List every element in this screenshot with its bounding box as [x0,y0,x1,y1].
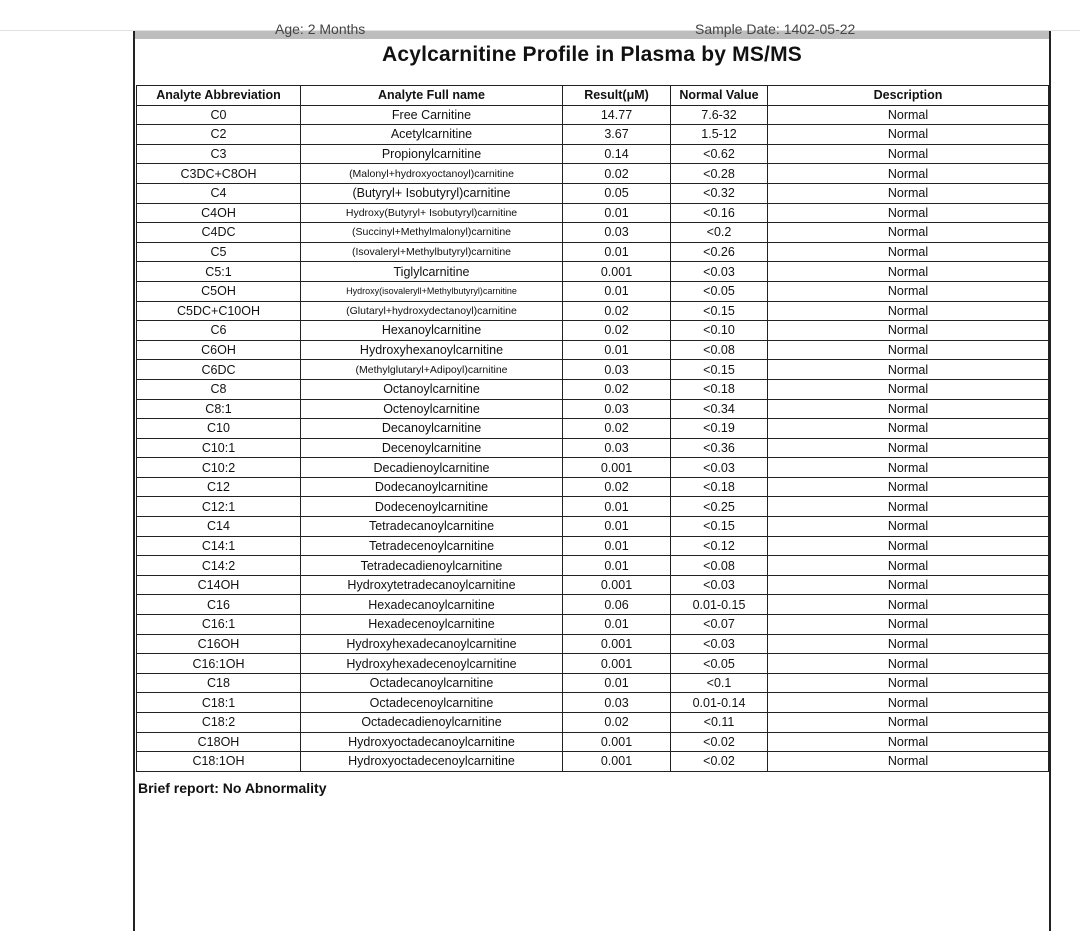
analyte-abbreviation: C12:1 [137,497,301,517]
analyte-abbreviation: C8 [137,379,301,399]
table-row [137,340,1049,360]
analyte-full-name: Octanoylcarnitine [301,379,563,399]
result-value: 0.02 [563,419,671,439]
description: Normal [768,242,1049,262]
normal-value: <0.03 [671,634,768,654]
description: Normal [768,321,1049,341]
analyte-abbreviation: C10 [137,419,301,439]
description: Normal [768,654,1049,674]
result-value: 0.02 [563,301,671,321]
normal-value: <0.02 [671,732,768,752]
analyte-full-name: Hydroxyoctadecenoylcarnitine [301,752,563,772]
table-row [137,556,1049,576]
analyte-full-name: Acetylcarnitine [301,125,563,145]
table-row [137,536,1049,556]
table-row [137,634,1049,654]
analyte-abbreviation: C4OH [137,203,301,223]
analyte-full-name: Dodecenoylcarnitine [301,497,563,517]
normal-value: <0.34 [671,399,768,419]
report-page [133,21,1051,931]
description: Normal [768,164,1049,184]
description: Normal [768,713,1049,733]
result-value: 0.001 [563,634,671,654]
result-value: 0.03 [563,693,671,713]
normal-value: <0.11 [671,713,768,733]
result-value: 0.02 [563,164,671,184]
description: Normal [768,360,1049,380]
table-row [137,203,1049,223]
analyte-abbreviation: C3DC+C8OH [137,164,301,184]
result-value: 0.01 [563,281,671,301]
table-row [137,713,1049,733]
analyte-abbreviation: C14:2 [137,556,301,576]
table-row [137,125,1049,145]
analyte-full-name: Hydroxyhexadecanoylcarnitine [301,634,563,654]
analyte-abbreviation: C4 [137,183,301,203]
analyte-abbreviation: C6DC [137,360,301,380]
analyte-abbreviation: C18 [137,673,301,693]
result-value: 0.03 [563,399,671,419]
normal-value: <0.2 [671,223,768,243]
normal-value: <0.08 [671,556,768,576]
table-row [137,262,1049,282]
normal-value: <0.19 [671,419,768,439]
analyte-full-name: Hydroxyhexadecenoylcarnitine [301,654,563,674]
description: Normal [768,105,1049,125]
analyte-full-name: Tetradecenoylcarnitine [301,536,563,556]
description: Normal [768,379,1049,399]
analyte-abbreviation: C16:1 [137,615,301,635]
table-row [137,144,1049,164]
normal-value: <0.15 [671,301,768,321]
table-row [137,379,1049,399]
analyte-full-name: (Butyryl+ Isobutyryl)carnitine [301,183,563,203]
analyte-full-name: Tiglylcarnitine [301,262,563,282]
analyte-full-name: Dodecanoylcarnitine [301,477,563,497]
description: Normal [768,615,1049,635]
analyte-full-name: (Malonyl+hydroxyoctanoyl)carnitine [301,164,563,184]
description: Normal [768,477,1049,497]
description: Normal [768,419,1049,439]
result-value: 0.06 [563,595,671,615]
table-row [137,673,1049,693]
description: Normal [768,399,1049,419]
description: Normal [768,517,1049,537]
table-row [137,242,1049,262]
analyte-abbreviation: C12 [137,477,301,497]
normal-value: <0.03 [671,575,768,595]
table-row [137,301,1049,321]
analyte-abbreviation: C5 [137,242,301,262]
normal-value: <0.62 [671,144,768,164]
analyte-full-name: Tetradecadienoylcarnitine [301,556,563,576]
acylcarnitine-table [136,85,1049,772]
table-row [137,321,1049,341]
normal-value: 0.01-0.15 [671,595,768,615]
description: Normal [768,340,1049,360]
col-header-description: Description [768,86,1049,106]
result-value: 0.03 [563,360,671,380]
analyte-full-name: (Methylglutaryl+Adipoyl)carnitine [301,360,563,380]
result-value: 0.01 [563,497,671,517]
analyte-abbreviation: C4DC [137,223,301,243]
analyte-abbreviation: C16 [137,595,301,615]
normal-value: <0.25 [671,497,768,517]
result-value: 0.01 [563,203,671,223]
normal-value: <0.36 [671,438,768,458]
description: Normal [768,575,1049,595]
table-row [137,575,1049,595]
col-header-abbreviation: Analyte Abbreviation [137,86,301,106]
description: Normal [768,634,1049,654]
normal-value: <0.18 [671,379,768,399]
table-row [137,693,1049,713]
normal-value: <0.18 [671,477,768,497]
analyte-full-name: Octadecanoylcarnitine [301,673,563,693]
description: Normal [768,752,1049,772]
table-row [137,438,1049,458]
analyte-full-name: Octadecenoylcarnitine [301,693,563,713]
description: Normal [768,144,1049,164]
table-row [137,281,1049,301]
analyte-abbreviation: C2 [137,125,301,145]
normal-value: 1.5-12 [671,125,768,145]
normal-value: <0.1 [671,673,768,693]
description: Normal [768,732,1049,752]
analyte-full-name: Hydroxytetradecanoylcarnitine [301,575,563,595]
analyte-abbreviation: C16OH [137,634,301,654]
analyte-abbreviation: C18:1 [137,693,301,713]
result-value: 0.01 [563,615,671,635]
normal-value: <0.15 [671,360,768,380]
analyte-abbreviation: C10:2 [137,458,301,478]
analyte-abbreviation: C5:1 [137,262,301,282]
table-row [137,419,1049,439]
normal-value: <0.32 [671,183,768,203]
result-value: 0.01 [563,673,671,693]
table-row [137,615,1049,635]
table-row [137,105,1049,125]
description: Normal [768,536,1049,556]
analyte-abbreviation: C14OH [137,575,301,595]
table-header-row [137,86,1049,106]
analyte-abbreviation: C18:1OH [137,752,301,772]
table-row [137,497,1049,517]
analyte-abbreviation: C14 [137,517,301,537]
analyte-full-name: Hydroxyoctadecanoylcarnitine [301,732,563,752]
result-value: 0.001 [563,262,671,282]
analyte-full-name: Octenoylcarnitine [301,399,563,419]
table-row [137,517,1049,537]
analyte-abbreviation: C10:1 [137,438,301,458]
normal-value: <0.07 [671,615,768,635]
normal-value: <0.12 [671,536,768,556]
analyte-abbreviation: C5DC+C10OH [137,301,301,321]
patient-info-strip [135,21,1049,39]
table-row [137,360,1049,380]
result-value: 0.14 [563,144,671,164]
analyte-abbreviation: C5OH [137,281,301,301]
analyte-abbreviation: C6OH [137,340,301,360]
analyte-full-name: Propionylcarnitine [301,144,563,164]
analyte-full-name: Decadienoylcarnitine [301,458,563,478]
description: Normal [768,458,1049,478]
result-value: 14.77 [563,105,671,125]
analyte-full-name: Hydroxy(Butyryl+ Isobutyryl)carnitine [301,203,563,223]
analyte-abbreviation: C14:1 [137,536,301,556]
table-row [137,223,1049,243]
result-value: 0.001 [563,752,671,772]
normal-value: <0.15 [671,517,768,537]
analyte-abbreviation: C18OH [137,732,301,752]
result-value: 3.67 [563,125,671,145]
result-value: 0.05 [563,183,671,203]
analyte-abbreviation: C8:1 [137,399,301,419]
analyte-abbreviation: C6 [137,321,301,341]
normal-value: <0.05 [671,281,768,301]
normal-value: <0.10 [671,321,768,341]
normal-value: <0.08 [671,340,768,360]
description: Normal [768,183,1049,203]
result-value: 0.01 [563,340,671,360]
description: Normal [768,223,1049,243]
analyte-full-name: Hexanoylcarnitine [301,321,563,341]
description: Normal [768,203,1049,223]
normal-value: <0.28 [671,164,768,184]
normal-value: <0.02 [671,752,768,772]
analyte-full-name: Hexadecanoylcarnitine [301,595,563,615]
description: Normal [768,673,1049,693]
normal-value: <0.03 [671,458,768,478]
normal-value: 7.6-32 [671,105,768,125]
table-row [137,399,1049,419]
col-header-result: Result(μM) [563,86,671,106]
table-row [137,477,1049,497]
analyte-full-name: Hydroxy(isovaleryll+Methylbutyryl)carnitine [301,281,563,301]
result-value: 0.02 [563,379,671,399]
analyte-full-name: Decenoylcarnitine [301,438,563,458]
description: Normal [768,556,1049,576]
table-body [137,105,1049,771]
description: Normal [768,497,1049,517]
analyte-full-name: (Isovaleryl+Methylbutyryl)carnitine [301,242,563,262]
viewer-top-bar [0,0,1080,31]
result-value: 0.03 [563,223,671,243]
analyte-full-name: (Glutaryl+hydroxydectanoyl)carnitine [301,301,563,321]
sample-date-text: Sample Date: 1402-05-22 [695,21,856,37]
normal-value: <0.05 [671,654,768,674]
result-value: 0.001 [563,458,671,478]
result-value: 0.01 [563,536,671,556]
normal-value: 0.01-0.14 [671,693,768,713]
analyte-full-name: Tetradecanoylcarnitine [301,517,563,537]
age-text: Age: 2 Months [275,21,366,37]
analyte-abbreviation: C3 [137,144,301,164]
normal-value: <0.16 [671,203,768,223]
brief-report: Brief report: No Abnormality [138,780,327,796]
analyte-abbreviation: C18:2 [137,713,301,733]
analyte-full-name: Decanoylcarnitine [301,419,563,439]
description: Normal [768,438,1049,458]
result-value: 0.001 [563,654,671,674]
col-header-normal-value: Normal Value [671,86,768,106]
description: Normal [768,301,1049,321]
table-row [137,654,1049,674]
analyte-abbreviation: C0 [137,105,301,125]
col-header-full-name: Analyte Full name [301,86,563,106]
table-row [137,458,1049,478]
table-row [137,595,1049,615]
analyte-full-name: Free Carnitine [301,105,563,125]
result-value: 0.02 [563,713,671,733]
table-row [137,732,1049,752]
table-row [137,183,1049,203]
result-value: 0.01 [563,242,671,262]
result-value: 0.02 [563,477,671,497]
result-value: 0.02 [563,321,671,341]
normal-value: <0.26 [671,242,768,262]
description: Normal [768,595,1049,615]
result-value: 0.01 [563,556,671,576]
analyte-abbreviation: C16:1OH [137,654,301,674]
description: Normal [768,693,1049,713]
normal-value: <0.03 [671,262,768,282]
description: Normal [768,262,1049,282]
table-row [137,164,1049,184]
result-value: 0.01 [563,517,671,537]
table-row [137,752,1049,772]
analyte-full-name: Octadecadienoylcarnitine [301,713,563,733]
result-value: 0.001 [563,575,671,595]
result-value: 0.001 [563,732,671,752]
description: Normal [768,281,1049,301]
report-title: Acylcarnitine Profile in Plasma by MS/MS [382,43,802,66]
analyte-full-name: Hexadecenoylcarnitine [301,615,563,635]
analyte-full-name: (Succinyl+Methylmalonyl)carnitine [301,223,563,243]
analyte-full-name: Hydroxyhexanoylcarnitine [301,340,563,360]
description: Normal [768,125,1049,145]
result-value: 0.03 [563,438,671,458]
